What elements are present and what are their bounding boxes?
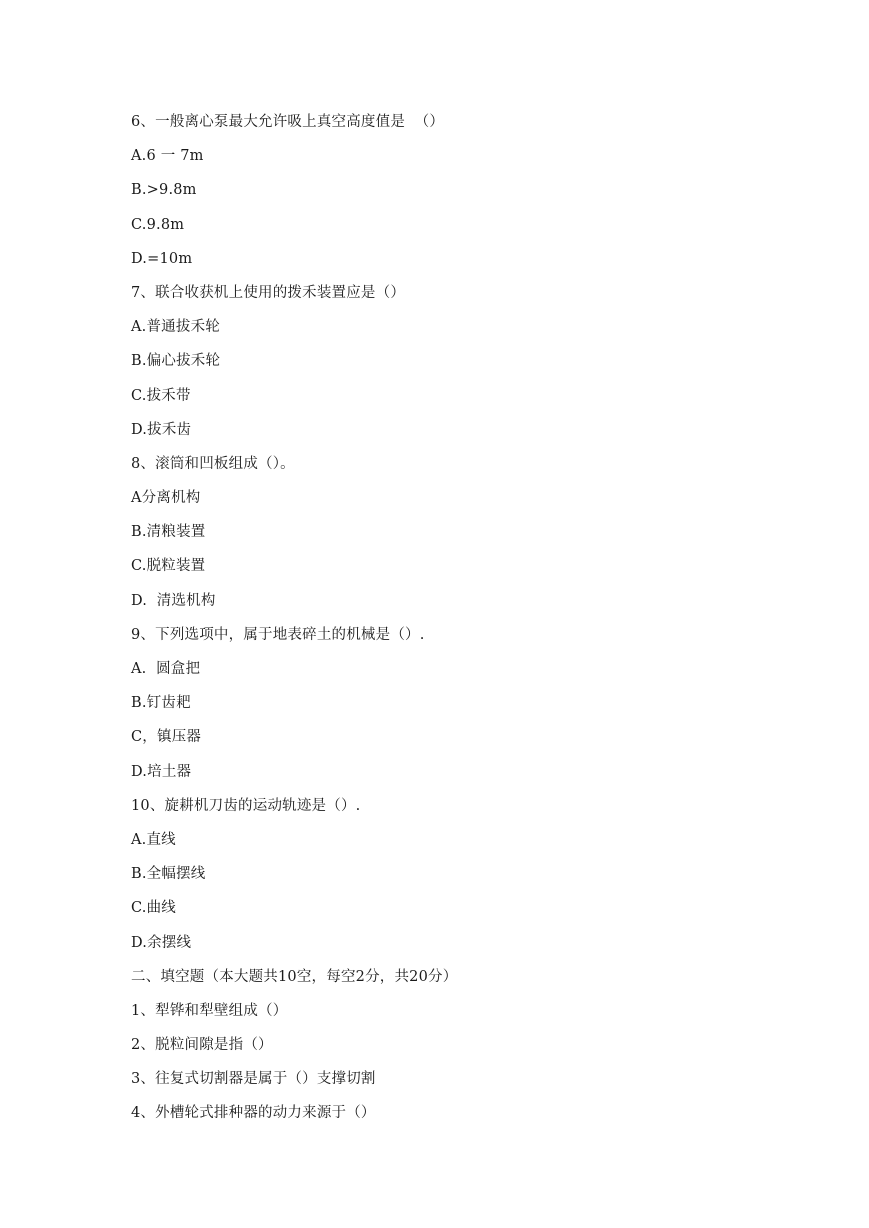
- question-8: 8、滚筒和凹板组成（）。: [131, 455, 295, 472]
- option-8b: B.清粮装置: [131, 524, 206, 541]
- option-10a: A.直线: [131, 831, 176, 848]
- question-6: 6、一般离心泵最大允许吸上真空高度值是 （）: [131, 114, 445, 130]
- fill-question-1: 1、犁铧和犁壁组成（）: [131, 1002, 288, 1019]
- question-9: 9、下列选项中，属于地表碎土的机械是（）.: [131, 626, 425, 643]
- option-9b: B.钉齿耙: [131, 695, 191, 712]
- option-6b: B.>9.8m: [131, 182, 197, 199]
- option-9a: A. 圆盒把: [131, 661, 201, 677]
- option-8c: C.脱粒装置: [131, 558, 206, 575]
- question-10: 10、旋耕机刀齿的运动轨迹是（）.: [131, 797, 361, 814]
- option-8d: D. 清选机构: [131, 592, 216, 609]
- fill-question-4: 4、外槽轮式排种器的动力来源于（）: [131, 1105, 376, 1122]
- option-10b: B.全幅摆线: [131, 866, 206, 883]
- option-7c: C.拔禾带: [131, 387, 191, 404]
- fill-question-2: 2、脱粒间隙是指（）: [131, 1037, 273, 1054]
- question-7: 7、联合收获机上使用的拨禾装置应是（）: [131, 284, 406, 301]
- section-heading-fill-in: 二、填空题（本大题共10空，每空2分，共20分）: [131, 968, 458, 985]
- option-7d: D.拔禾齿: [131, 421, 192, 438]
- option-9c: C，镇压器: [131, 729, 202, 746]
- option-9d: D.培土器: [131, 763, 192, 780]
- option-7b: B.偏心拔禾轮: [131, 353, 221, 370]
- option-6a: A.6 一 7m: [131, 148, 204, 165]
- option-8a: A分离机构: [131, 490, 201, 507]
- fill-question-3: 3、往复式切割器是属于（）支撑切割: [131, 1071, 376, 1088]
- document-body: [131, 112, 811, 1138]
- option-6d: D.=10m: [131, 250, 193, 267]
- option-10d: D.余摆线: [131, 934, 192, 951]
- option-7a: A.普通拔禾轮: [131, 319, 220, 336]
- option-6c: C.9.8m: [131, 216, 185, 233]
- option-10c: C.曲线: [131, 900, 176, 917]
